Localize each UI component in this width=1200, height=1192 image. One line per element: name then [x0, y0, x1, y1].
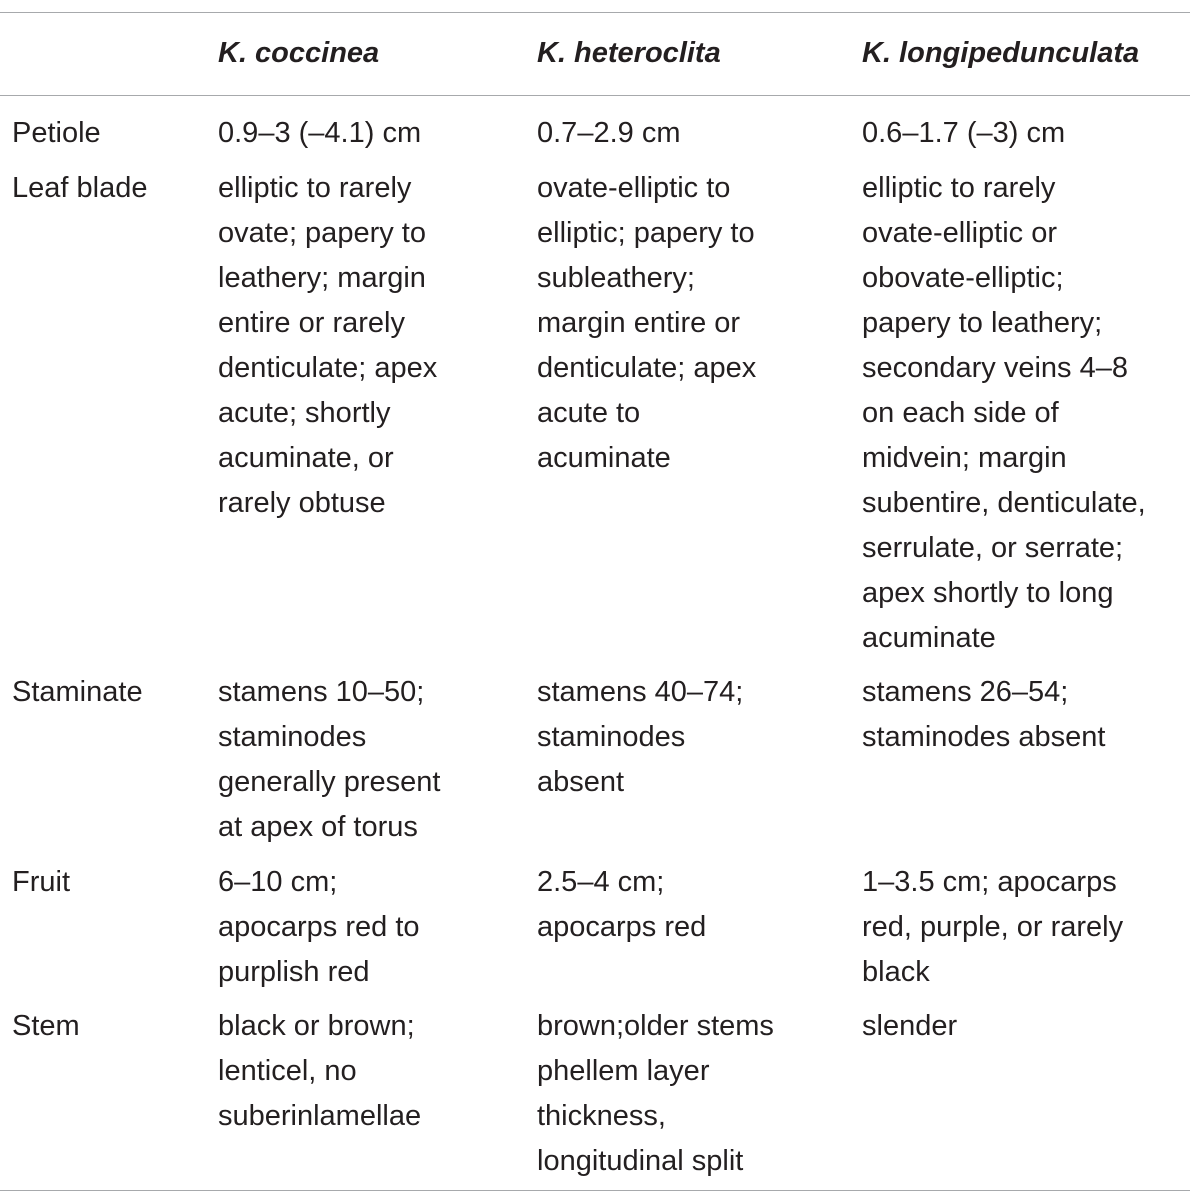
- cell-coccinea: 6–10 cm; apocarps red to purplish red: [218, 866, 420, 988]
- cell-longipedunculata: 1–3.5 cm; apocarps red, purple, or rarely black: [862, 866, 1124, 988]
- table-header-row: [0, 28, 1200, 78]
- table-header-rule: [0, 95, 1190, 96]
- cell-heteroclita: brown;older stems phellem layer thickness, longitudinal split: [537, 1010, 774, 1177]
- cell-heteroclita: 2.5–4 cm; apocarps red: [537, 866, 707, 943]
- cell-coccinea: stamens 10–50; staminodes generally present at apex of torus: [218, 676, 441, 843]
- cell-longipedunculata: stamens 26–54; staminodes absent: [862, 676, 1106, 753]
- cell-longipedunculata: 0.6–1.7 (–3) cm: [862, 117, 1066, 149]
- row-label: Staminate: [12, 676, 143, 708]
- table-bottom-rule: [0, 1190, 1190, 1191]
- cell-coccinea: 0.9–3 (–4.1) cm: [218, 117, 422, 149]
- row-label: Fruit: [12, 866, 70, 898]
- cell-longipedunculata: elliptic to rarely ovate-elliptic or obovate-elliptic; papery to leathery; secondary veins 4–8 on each side of midvein; margin subentire, denticulate, serrulate, or serrate; apex shortly to long acuminate: [862, 172, 1146, 654]
- cell-longipedunculata: slender: [862, 1010, 958, 1042]
- cell-coccinea: black or brown; lenticel, no suberinlamellae: [218, 1010, 422, 1132]
- cell-heteroclita: 0.7–2.9 cm: [537, 117, 681, 149]
- header-cell-coccinea: K. coccinea: [218, 37, 380, 69]
- header-cell-heteroclita: K. heteroclita: [537, 37, 721, 69]
- cell-heteroclita: ovate-elliptic to elliptic; papery to subleathery; margin entire or denticulate; apex acute to acuminate: [537, 172, 757, 474]
- row-label: Leaf blade: [12, 172, 148, 204]
- cell-heteroclita: stamens 40–74; staminodes absent: [537, 676, 744, 798]
- row-label: Petiole: [12, 117, 101, 149]
- cell-coccinea: elliptic to rarely ovate; papery to leathery; margin entire or rarely denticulate; apex acute; shortly acuminate, or rarely obtuse: [218, 172, 438, 519]
- header-cell-longipedunculata: K. longipedunculata: [862, 37, 1140, 69]
- table-top-rule: [0, 12, 1190, 13]
- row-label: Stem: [12, 1010, 80, 1042]
